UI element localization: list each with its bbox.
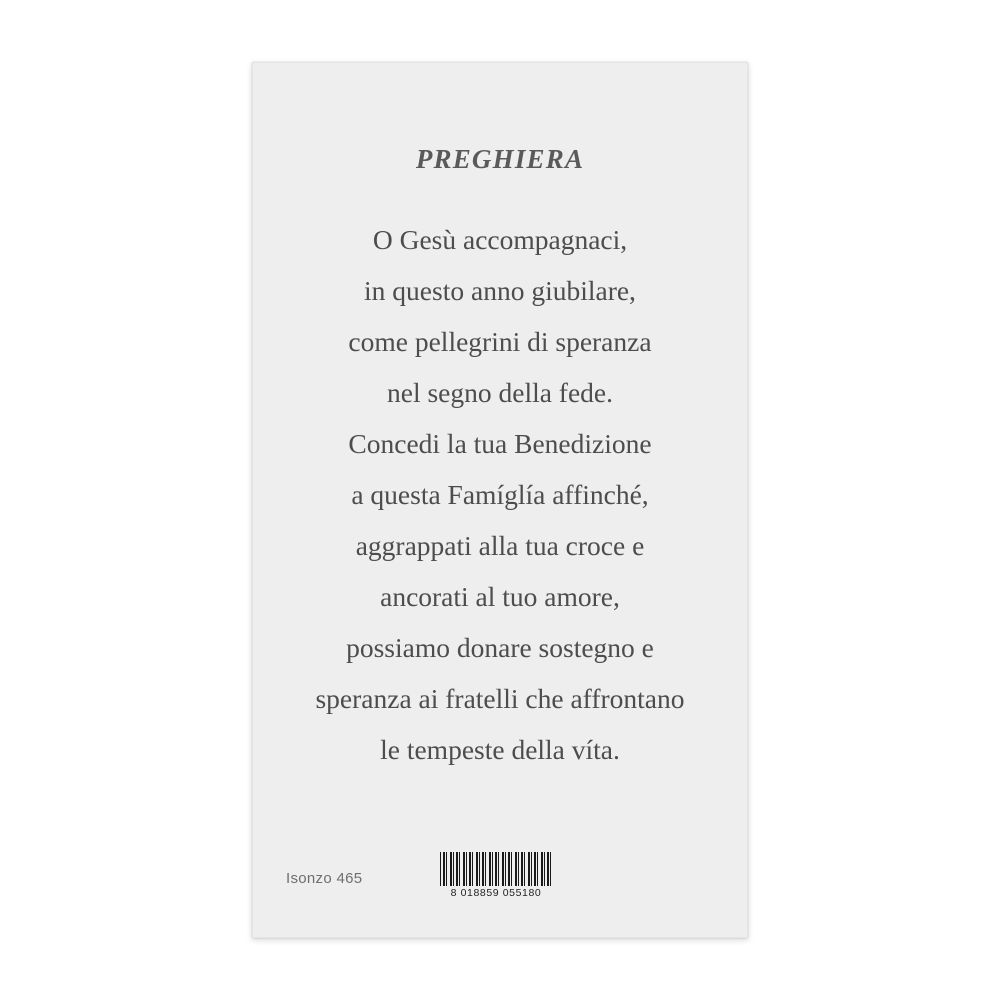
barcode [438, 852, 554, 899]
prayer-line: in questo anno giubilare, [364, 275, 636, 306]
barcode-number: 8 018859 055180 [450, 887, 542, 899]
prayer-text [252, 214, 748, 775]
prayer-line: come pellegrini di speranza [348, 326, 652, 357]
page-title: PREGHIERA [415, 144, 585, 174]
prayer-line: possiamo donare sostegno e [346, 632, 654, 663]
prayer-line: le tempeste della víta. [380, 734, 620, 765]
barcode-icon [440, 852, 552, 886]
reference-code: Isonzo 465 [286, 870, 363, 887]
card-footer [252, 852, 748, 902]
prayer-line: ancorati al tuo amore, [380, 581, 620, 612]
prayer-card [252, 62, 748, 938]
prayer-line: nel segno della fede. [386, 377, 613, 408]
prayer-line: a questa Famíglía affinché, [351, 479, 649, 510]
prayer-line: O Gesù accompagnaci, [372, 224, 628, 255]
prayer-line: Concedi la tua Benedizione [348, 428, 652, 459]
prayer-line: speranza ai fratelli che affrontano [315, 683, 685, 714]
prayer-line: aggrappati alla tua croce e [355, 530, 645, 561]
